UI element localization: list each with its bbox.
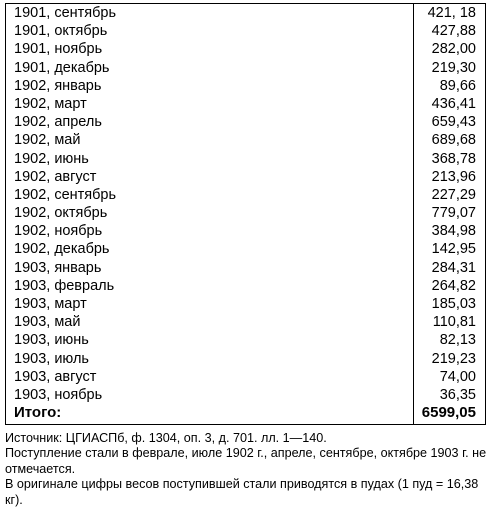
row-period: 1903, январь — [14, 259, 102, 276]
table-row — [6, 313, 485, 331]
table-row — [6, 386, 485, 404]
row-period: 1902, январь — [14, 77, 102, 94]
row-period: 1903, март — [14, 296, 87, 312]
row-period: 1903, февраль — [14, 277, 115, 294]
footnotes — [5, 431, 491, 508]
total-row — [6, 403, 485, 423]
row-amount: 282,00 — [431, 41, 476, 58]
row-amount: 284,31 — [431, 259, 476, 276]
table-row — [6, 259, 485, 277]
row-amount: 421, 18 — [427, 5, 476, 21]
row-period: 1901, декабрь — [14, 59, 110, 76]
total-value: 6599,05 — [421, 404, 476, 421]
row-amount: 74,00 — [439, 368, 476, 385]
table-row — [6, 150, 485, 168]
row-amount: 110,81 — [432, 314, 476, 331]
row-period: 1902, сентябрь — [14, 186, 117, 203]
row-period: 1902, май — [14, 132, 81, 149]
total-label: Итого: — [14, 404, 62, 421]
row-period: 1902, август — [14, 168, 97, 185]
table-row — [6, 331, 485, 349]
row-period: 1903, май — [14, 314, 81, 331]
source-note: Источник: ЦГИАСПб, ф. 1304, оп. 3, д. 701. лл. 1—140. — [5, 431, 327, 445]
units-note: В оригинале цифры весов поступившей стали приводятся в пудах (1 пуд = 16,38 кг). — [5, 477, 479, 507]
row-amount: 185,03 — [431, 296, 476, 312]
row-amount: 779,07 — [431, 205, 476, 222]
row-amount: 227,29 — [431, 186, 476, 203]
table-row — [6, 4, 485, 22]
table-row — [6, 350, 485, 368]
table-row — [6, 40, 485, 58]
row-period: 1902, ноябрь — [14, 223, 103, 240]
row-amount: 89,66 — [439, 77, 476, 94]
table-row — [6, 204, 485, 222]
table-row — [6, 240, 485, 258]
row-amount: 659,43 — [431, 114, 476, 131]
table-row — [6, 22, 485, 40]
row-amount: 219,30 — [431, 59, 476, 76]
table-row — [6, 368, 485, 386]
row-period: 1901, ноябрь — [14, 41, 103, 58]
table-row — [6, 77, 485, 95]
table-row — [6, 295, 485, 313]
row-period: 1903, июль — [14, 350, 89, 367]
table-row — [6, 131, 485, 149]
row-period: 1903, ноябрь — [14, 386, 103, 403]
row-amount: 436,41 — [431, 95, 476, 112]
table-row — [6, 168, 485, 186]
table-row — [6, 222, 485, 240]
table-row — [6, 113, 485, 131]
row-amount: 142,95 — [431, 241, 476, 258]
row-period: 1902, июнь — [14, 150, 89, 167]
row-amount: 384,98 — [431, 223, 476, 240]
row-amount: 264,82 — [431, 277, 476, 294]
row-amount: 427,88 — [431, 23, 476, 40]
row-period: 1902, апрель — [14, 114, 102, 131]
table-row — [6, 186, 485, 204]
row-period: 1903, июнь — [14, 332, 89, 349]
row-period: 1901, сентябрь — [14, 5, 117, 21]
row-period: 1903, август — [14, 368, 97, 385]
row-period: 1902, октябрь — [14, 205, 108, 222]
row-period: 1901, октябрь — [14, 23, 108, 40]
row-amount: 213,96 — [431, 168, 476, 185]
steel-receipts-table — [5, 3, 486, 425]
table-row — [6, 277, 485, 295]
row-amount: 82,13 — [439, 332, 476, 349]
row-amount: 219,23 — [431, 350, 476, 367]
table-rows — [6, 4, 485, 404]
table-row — [6, 95, 485, 113]
row-amount: 36,35 — [439, 386, 476, 403]
missing-months-note: Поступление стали в феврале, июле 1902 г., апреле, сентябре, октябре 1903 г. не отмечается. — [5, 446, 487, 476]
row-amount: 689,68 — [431, 132, 476, 149]
row-period: 1902, март — [14, 95, 87, 112]
table-row — [6, 59, 485, 77]
row-period: 1902, декабрь — [14, 241, 110, 258]
row-amount: 368,78 — [431, 150, 476, 167]
